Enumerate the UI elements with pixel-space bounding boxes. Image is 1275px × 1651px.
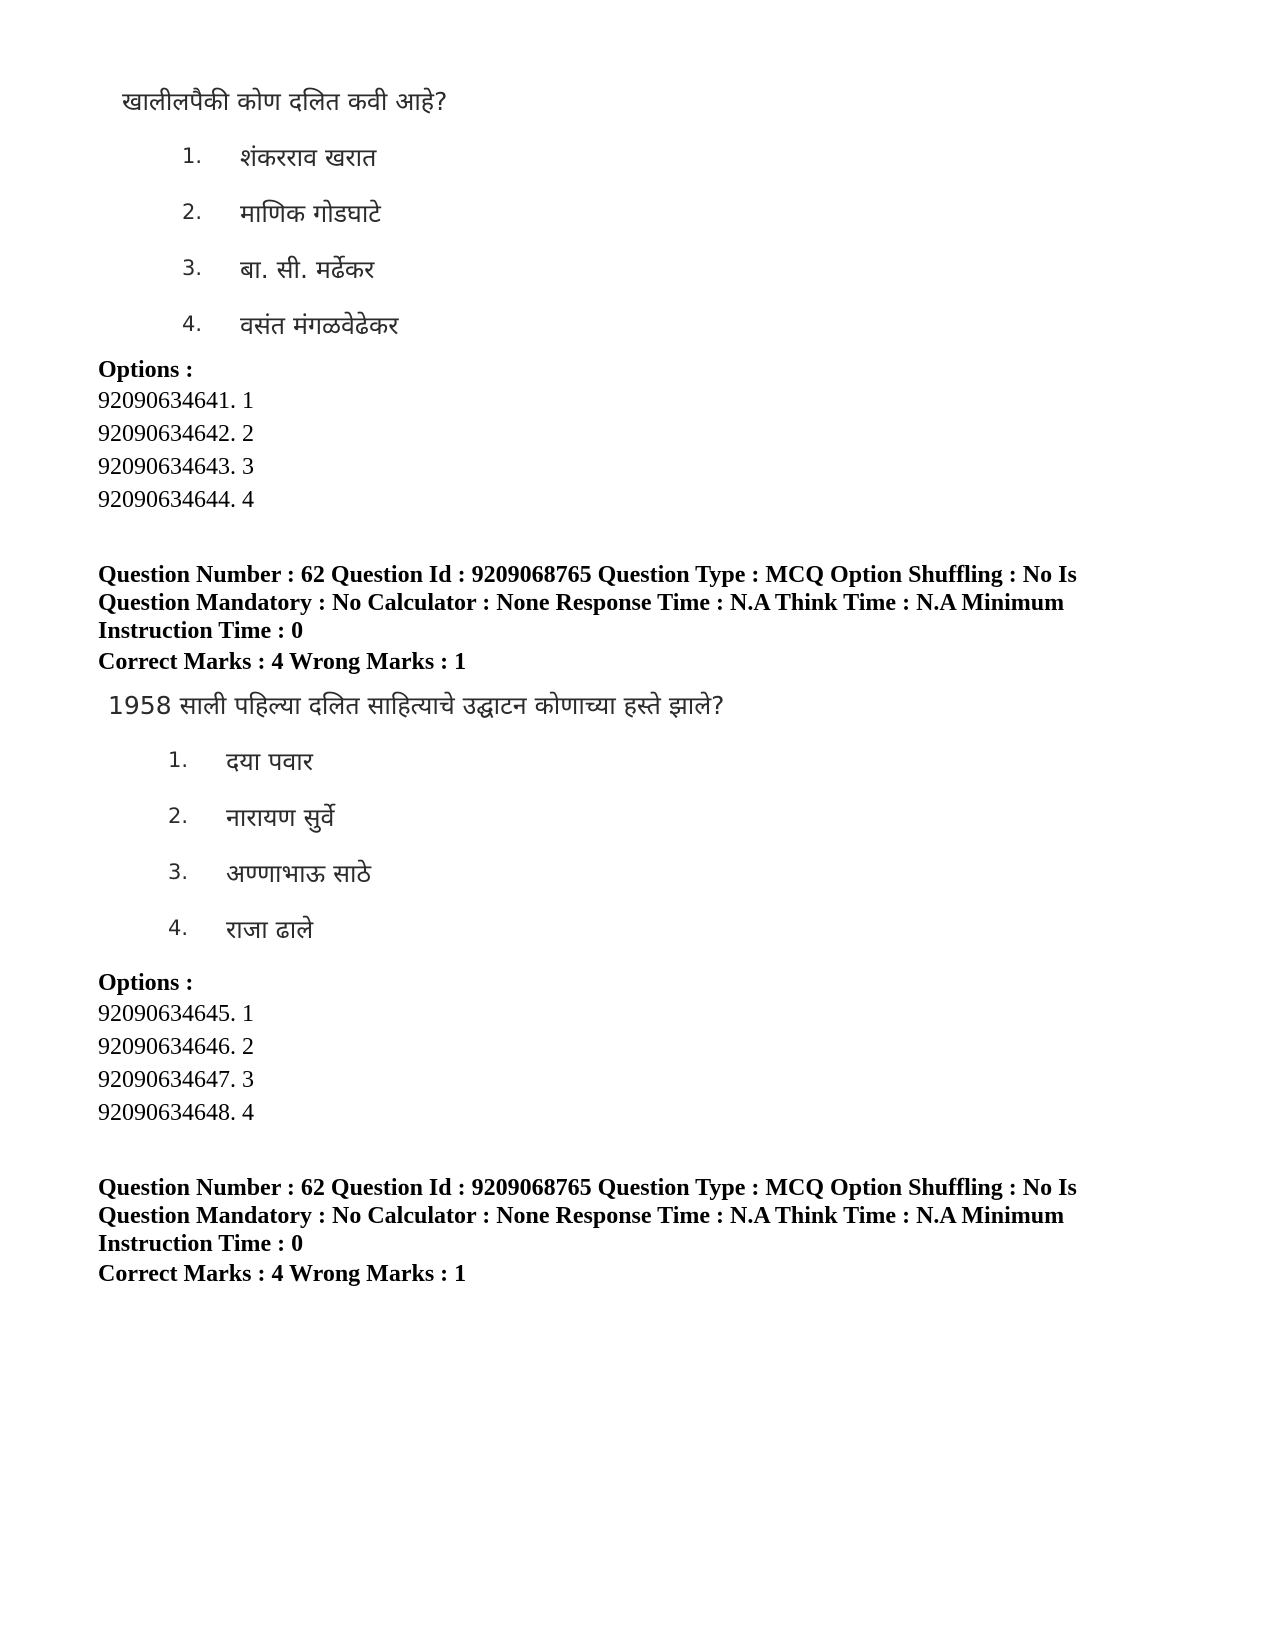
choice-text: वसंत मंगळवेढेकर (240, 311, 399, 340)
option-id-line: 92090634642. 2 (98, 421, 254, 447)
q1-choice-4 (182, 308, 398, 342)
question-1-text: खालीलपैकी कोण दलित कवी आहे? (122, 87, 448, 116)
option-id-line: 92090634646. 2 (98, 1034, 254, 1060)
choice-number: 3. (182, 256, 203, 280)
question-meta (98, 1174, 1158, 1258)
q2-choice-2 (168, 800, 334, 834)
question-meta (98, 561, 1158, 645)
meta-line: Question Number : 62 Question Id : 9209068765 Question Type : MCQ Option Shuffling : No Is (98, 562, 1077, 588)
choice-number: 4. (182, 312, 203, 336)
meta-line: Instruction Time : 0 (98, 618, 304, 644)
options-label: Options : (98, 970, 194, 996)
choice-number: 2. (182, 200, 203, 224)
marks-line: Correct Marks : 4 Wrong Marks : 1 (98, 1261, 467, 1287)
q1-choice-1 (182, 140, 376, 174)
choice-text: दया पवार (226, 747, 313, 776)
choice-text: माणिक गोडघाटे (240, 199, 381, 228)
choice-text: राजा ढाले (226, 915, 314, 944)
option-id-line: 92090634641. 1 (98, 388, 254, 414)
choice-text: शंकरराव खरात (240, 143, 377, 172)
choice-text: नारायण सुर्वे (226, 803, 335, 832)
meta-line: Question Mandatory : No Calculator : None Response Time : N.A Think Time : N.A Minimum (98, 1203, 1065, 1229)
option-id-line: 92090634648. 4 (98, 1100, 254, 1126)
options-label: Options : (98, 357, 194, 383)
choice-number: 4. (168, 916, 189, 940)
marks-line: Correct Marks : 4 Wrong Marks : 1 (98, 649, 467, 675)
q1-choice-2 (182, 196, 381, 230)
choice-text: अण्णाभाऊ साठे (226, 859, 372, 888)
choice-number: 2. (168, 804, 189, 828)
question-2-text: 1958 साली पहिल्या दलित साहित्याचे उद्घाटन कोणाच्या हस्ते झाले? (108, 691, 725, 720)
option-id-line: 92090634647. 3 (98, 1067, 254, 1093)
choice-text: बा. सी. मर्ढेकर (240, 255, 375, 284)
meta-line: Question Mandatory : No Calculator : None Response Time : N.A Think Time : N.A Minimum (98, 590, 1065, 616)
choice-number: 3. (168, 860, 189, 884)
choice-number: 1. (182, 144, 203, 168)
meta-line: Instruction Time : 0 (98, 1231, 304, 1257)
option-id-line: 92090634643. 3 (98, 454, 254, 480)
q2-choice-1 (168, 744, 313, 778)
q1-choice-3 (182, 252, 374, 286)
q2-choice-4 (168, 912, 313, 946)
choice-number: 1. (168, 748, 189, 772)
q2-choice-3 (168, 856, 371, 890)
option-id-line: 92090634645. 1 (98, 1001, 254, 1027)
meta-line: Question Number : 62 Question Id : 9209068765 Question Type : MCQ Option Shuffling : No Is (98, 1175, 1077, 1201)
option-id-line: 92090634644. 4 (98, 487, 254, 513)
